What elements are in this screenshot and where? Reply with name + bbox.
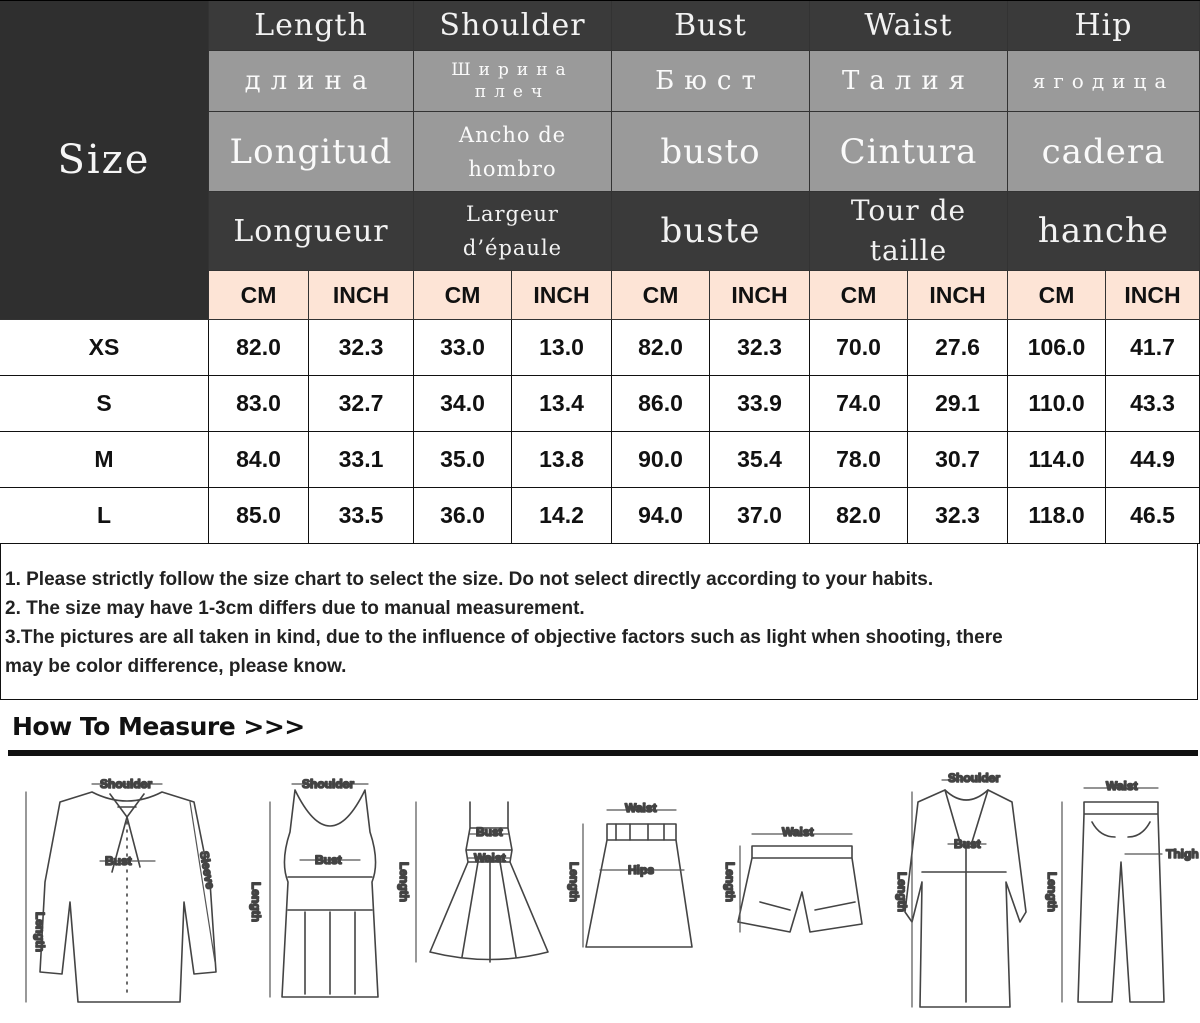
- table-cell: 94.0: [612, 488, 710, 544]
- table-cell: 27.6: [908, 320, 1008, 376]
- table-cell: 82.0: [612, 320, 710, 376]
- table-cell: 84.0: [209, 432, 309, 488]
- shorts-length-label: Length: [723, 862, 737, 902]
- bust-unit-cm: CM: [612, 271, 710, 320]
- waist-header-en: Waist: [810, 1, 1008, 51]
- table-cell: 37.0: [710, 488, 810, 544]
- tank-length-label: Length: [249, 882, 263, 922]
- table-cell: 29.1: [908, 376, 1008, 432]
- skirt-illustration: [586, 824, 692, 947]
- blouse-length-label: Length: [33, 912, 47, 952]
- size-m: M: [0, 432, 209, 488]
- bust-header-es: busto: [612, 112, 810, 192]
- size-s: S: [0, 376, 209, 432]
- skirt-hips-label: Hips: [628, 863, 655, 877]
- table-cell: 70.0: [810, 320, 908, 376]
- table-cell: 32.3: [710, 320, 810, 376]
- pants-thigh-label: Thigh: [1166, 847, 1199, 861]
- waist-unit-inch: INCH: [908, 271, 1008, 320]
- length-unit-inch: INCH: [309, 271, 414, 320]
- length-header-en: Length: [209, 1, 414, 51]
- size-header: Size: [0, 1, 209, 320]
- table-cell: 35.0: [414, 432, 512, 488]
- shoulder-unit-cm: CM: [414, 271, 512, 320]
- length-header-fr: Longueur: [209, 192, 414, 271]
- hip-unit-cm: CM: [1008, 271, 1106, 320]
- table-cell: 32.3: [908, 488, 1008, 544]
- table-cell: 90.0: [612, 432, 710, 488]
- length-header-es: Longitud: [209, 112, 414, 192]
- tank-shoulder-label: Shoulder: [302, 777, 355, 791]
- table-cell: 33.1: [309, 432, 414, 488]
- coat-illustration: [905, 790, 1026, 1007]
- blouse-sleeve-label: Sleeve: [197, 850, 218, 890]
- hip-unit-inch: INCH: [1106, 271, 1200, 320]
- hip-header-ru: ягодица: [1008, 51, 1200, 112]
- pants-waist-label: Waist: [1106, 779, 1138, 793]
- section-divider: [8, 750, 1198, 756]
- blouse-bust-label: Bust: [105, 854, 132, 868]
- pants-illustration: [1078, 802, 1164, 1002]
- table-cell: 44.9: [1106, 432, 1200, 488]
- notes-box: [0, 543, 1198, 700]
- shorts-illustration: [738, 846, 862, 932]
- size-l: L: [0, 488, 209, 544]
- blouse-shoulder-label: Shoulder: [100, 777, 153, 791]
- table-cell: 106.0: [1008, 320, 1106, 376]
- size-xs: XS: [0, 320, 209, 376]
- table-cell: 43.3: [1106, 376, 1200, 432]
- dress-waist-label: Waist: [474, 851, 506, 865]
- tank-bust-label: Bust: [315, 853, 342, 867]
- bust-unit-inch: INCH: [710, 271, 810, 320]
- table-cell: 36.0: [414, 488, 512, 544]
- shoulder-unit-inch: INCH: [512, 271, 612, 320]
- hip-header-fr: hanche: [1008, 192, 1200, 271]
- shoulder-header-en: Shoulder: [414, 1, 612, 51]
- how-to-measure-illustrations: [0, 762, 1200, 1023]
- table-cell: 82.0: [810, 488, 908, 544]
- table-cell: 32.7: [309, 376, 414, 432]
- shoulder-header-ru: Ширина плеч: [414, 51, 612, 112]
- bust-header-ru: Бюст: [612, 51, 810, 112]
- table-cell: 83.0: [209, 376, 309, 432]
- table-cell: 35.4: [710, 432, 810, 488]
- table-cell: 14.2: [512, 488, 612, 544]
- table-cell: 114.0: [1008, 432, 1106, 488]
- shoulder-header-fr: Largeur d’épaule: [414, 192, 612, 271]
- bust-header-fr: buste: [612, 192, 810, 271]
- table-cell: 13.8: [512, 432, 612, 488]
- tank-top-illustration: [282, 790, 378, 997]
- table-cell: 118.0: [1008, 488, 1106, 544]
- waist-header-es: Cintura: [810, 112, 1008, 192]
- table-cell: 33.0: [414, 320, 512, 376]
- coat-length-label: Length: [895, 872, 909, 912]
- table-cell: 13.0: [512, 320, 612, 376]
- table-cell: 86.0: [612, 376, 710, 432]
- table-cell: 13.4: [512, 376, 612, 432]
- table-cell: 33.9: [710, 376, 810, 432]
- waist-unit-cm: CM: [810, 271, 908, 320]
- table-cell: 33.5: [309, 488, 414, 544]
- waist-header-ru: Талия: [810, 51, 1008, 112]
- shorts-waist-label: Waist: [782, 825, 814, 839]
- table-cell: 32.3: [309, 320, 414, 376]
- pants-length-label: Length: [1045, 872, 1059, 912]
- table-cell: 34.0: [414, 376, 512, 432]
- skirt-waist-label: Waist: [625, 801, 657, 815]
- length-header-ru: длина: [209, 51, 414, 112]
- table-cell: 41.7: [1106, 320, 1200, 376]
- shoulder-header-es: Ancho de hombro: [414, 112, 612, 192]
- table-cell: 78.0: [810, 432, 908, 488]
- note-2: 2. The size may have 1-3cm differs due to manual measurement.: [5, 598, 585, 619]
- note-3-continued: may be color difference, please know.: [5, 656, 347, 677]
- blouse-illustration: [40, 792, 216, 1002]
- coat-bust-label: Bust: [954, 837, 981, 851]
- note-1: 1. Please strictly follow the size chart to select the size. Do not select directly according to your habits.: [5, 569, 934, 590]
- bust-header-en: Bust: [612, 1, 810, 51]
- skirt-length-label: Length: [567, 862, 581, 902]
- dress-bust-label: Bust: [476, 825, 503, 839]
- hip-header-en: Hip: [1008, 1, 1200, 51]
- hip-header-es: cadera: [1008, 112, 1200, 192]
- coat-shoulder-label: Shoulder: [948, 771, 1001, 785]
- length-unit-cm: CM: [209, 271, 309, 320]
- dress-length-label: Length: [397, 862, 411, 902]
- how-to-measure-title: How To Measure >>>: [12, 712, 305, 741]
- table-cell: 46.5: [1106, 488, 1200, 544]
- waist-header-fr: Tour de taille: [810, 192, 1008, 271]
- table-cell: 82.0: [209, 320, 309, 376]
- table-cell: 110.0: [1008, 376, 1106, 432]
- table-cell: 74.0: [810, 376, 908, 432]
- table-cell: 30.7: [908, 432, 1008, 488]
- note-3: 3.The pictures are all taken in kind, due to the influence of objective factors such as light when shooting, there: [5, 627, 1003, 648]
- table-cell: 85.0: [209, 488, 309, 544]
